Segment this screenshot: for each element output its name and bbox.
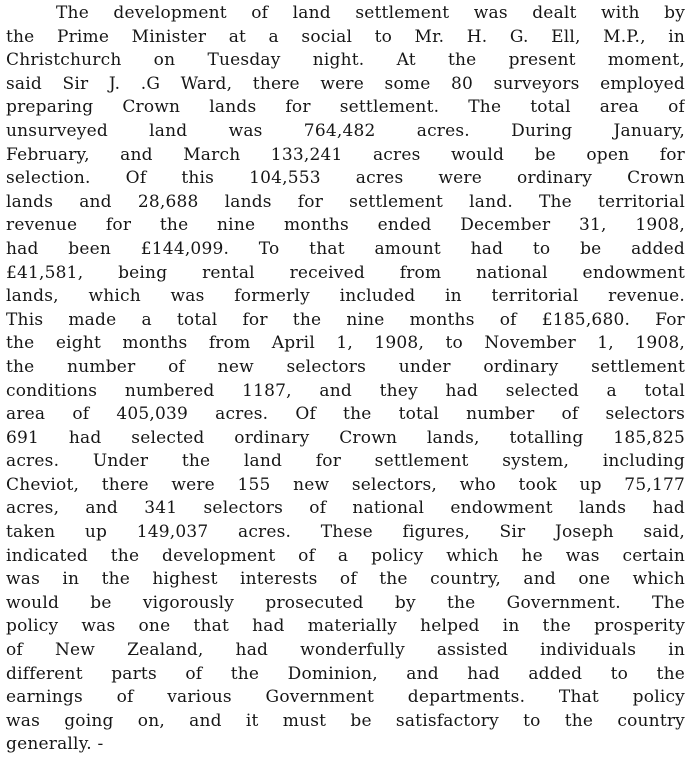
- article-line: the eight months from April 1, 1908, to November 1, 1908,: [6, 333, 685, 354]
- article-line: preparing Crown lands for settlement. The total area of: [6, 97, 685, 118]
- article-line: Cheviot, there were 155 new selectors, who took up 75,177: [6, 474, 685, 495]
- article-line: selection. Of this 104,553 acres were ordinary Crown: [6, 168, 685, 189]
- article-line: of New Zealand, had wonderfully assisted individuals in: [6, 640, 685, 661]
- article-line: was in the highest interests of the country, and one which: [6, 569, 685, 590]
- article-line: acres, and 341 selectors of national endowment lands had: [6, 498, 685, 519]
- article-line: the number of new selectors under ordinary settlement: [6, 356, 685, 377]
- article-line: was going on, and it must be satisfactory to the country: [6, 710, 685, 731]
- article-line: lands and 28,688 lands for settlement land. The territorial: [6, 191, 685, 212]
- article-line: said Sir J. .G Ward, there were some 80 surveyors employed: [6, 73, 685, 94]
- article-line: generally. -: [6, 734, 104, 755]
- article-line: This made a total for the nine months of £185,680. For: [6, 309, 685, 330]
- article-line: Christchurch on Tuesday night. At the present moment,: [6, 50, 685, 71]
- article-line: indicated the development of a policy which he was certain: [6, 545, 685, 566]
- article-line: lands, which was formerly included in territorial revenue.: [6, 286, 685, 307]
- article-line: The development of land settlement was dealt with by: [56, 3, 685, 23]
- article-line: would be vigorously prosecuted by the Government. The: [6, 592, 685, 613]
- article-line: the Prime Minister at a social to Mr. H. G. Ell, M.P., in: [6, 26, 685, 47]
- article-line: different parts of the Dominion, and had added to the: [6, 663, 685, 684]
- article-line: taken up 149,037 acres. These figures, Sir Joseph said,: [6, 522, 685, 543]
- article-line: £41,581, being rental received from national endowment: [6, 262, 685, 283]
- article-line: unsurveyed land was 764,482 acres. During January,: [6, 120, 685, 141]
- article-line: acres. Under the land for settlement system, including: [6, 451, 685, 472]
- article-line: policy was one that had materially helped in the prosperity: [6, 616, 685, 637]
- article-line: conditions numbered 1187, and they had selected a total: [6, 380, 685, 401]
- article-line: had been £144,099. To that amount had to be added: [6, 238, 685, 259]
- article-line: area of 405,039 acres. Of the total number of selectors: [6, 404, 685, 425]
- article-line: revenue for the nine months ended December 31, 1908,: [6, 215, 685, 236]
- article-line: February, and March 133,241 acres would be open for: [6, 144, 685, 165]
- article-line: earnings of various Government departments. That policy: [6, 687, 685, 708]
- article-line: 691 had selected ordinary Crown lands, totalling 185,825: [6, 427, 685, 448]
